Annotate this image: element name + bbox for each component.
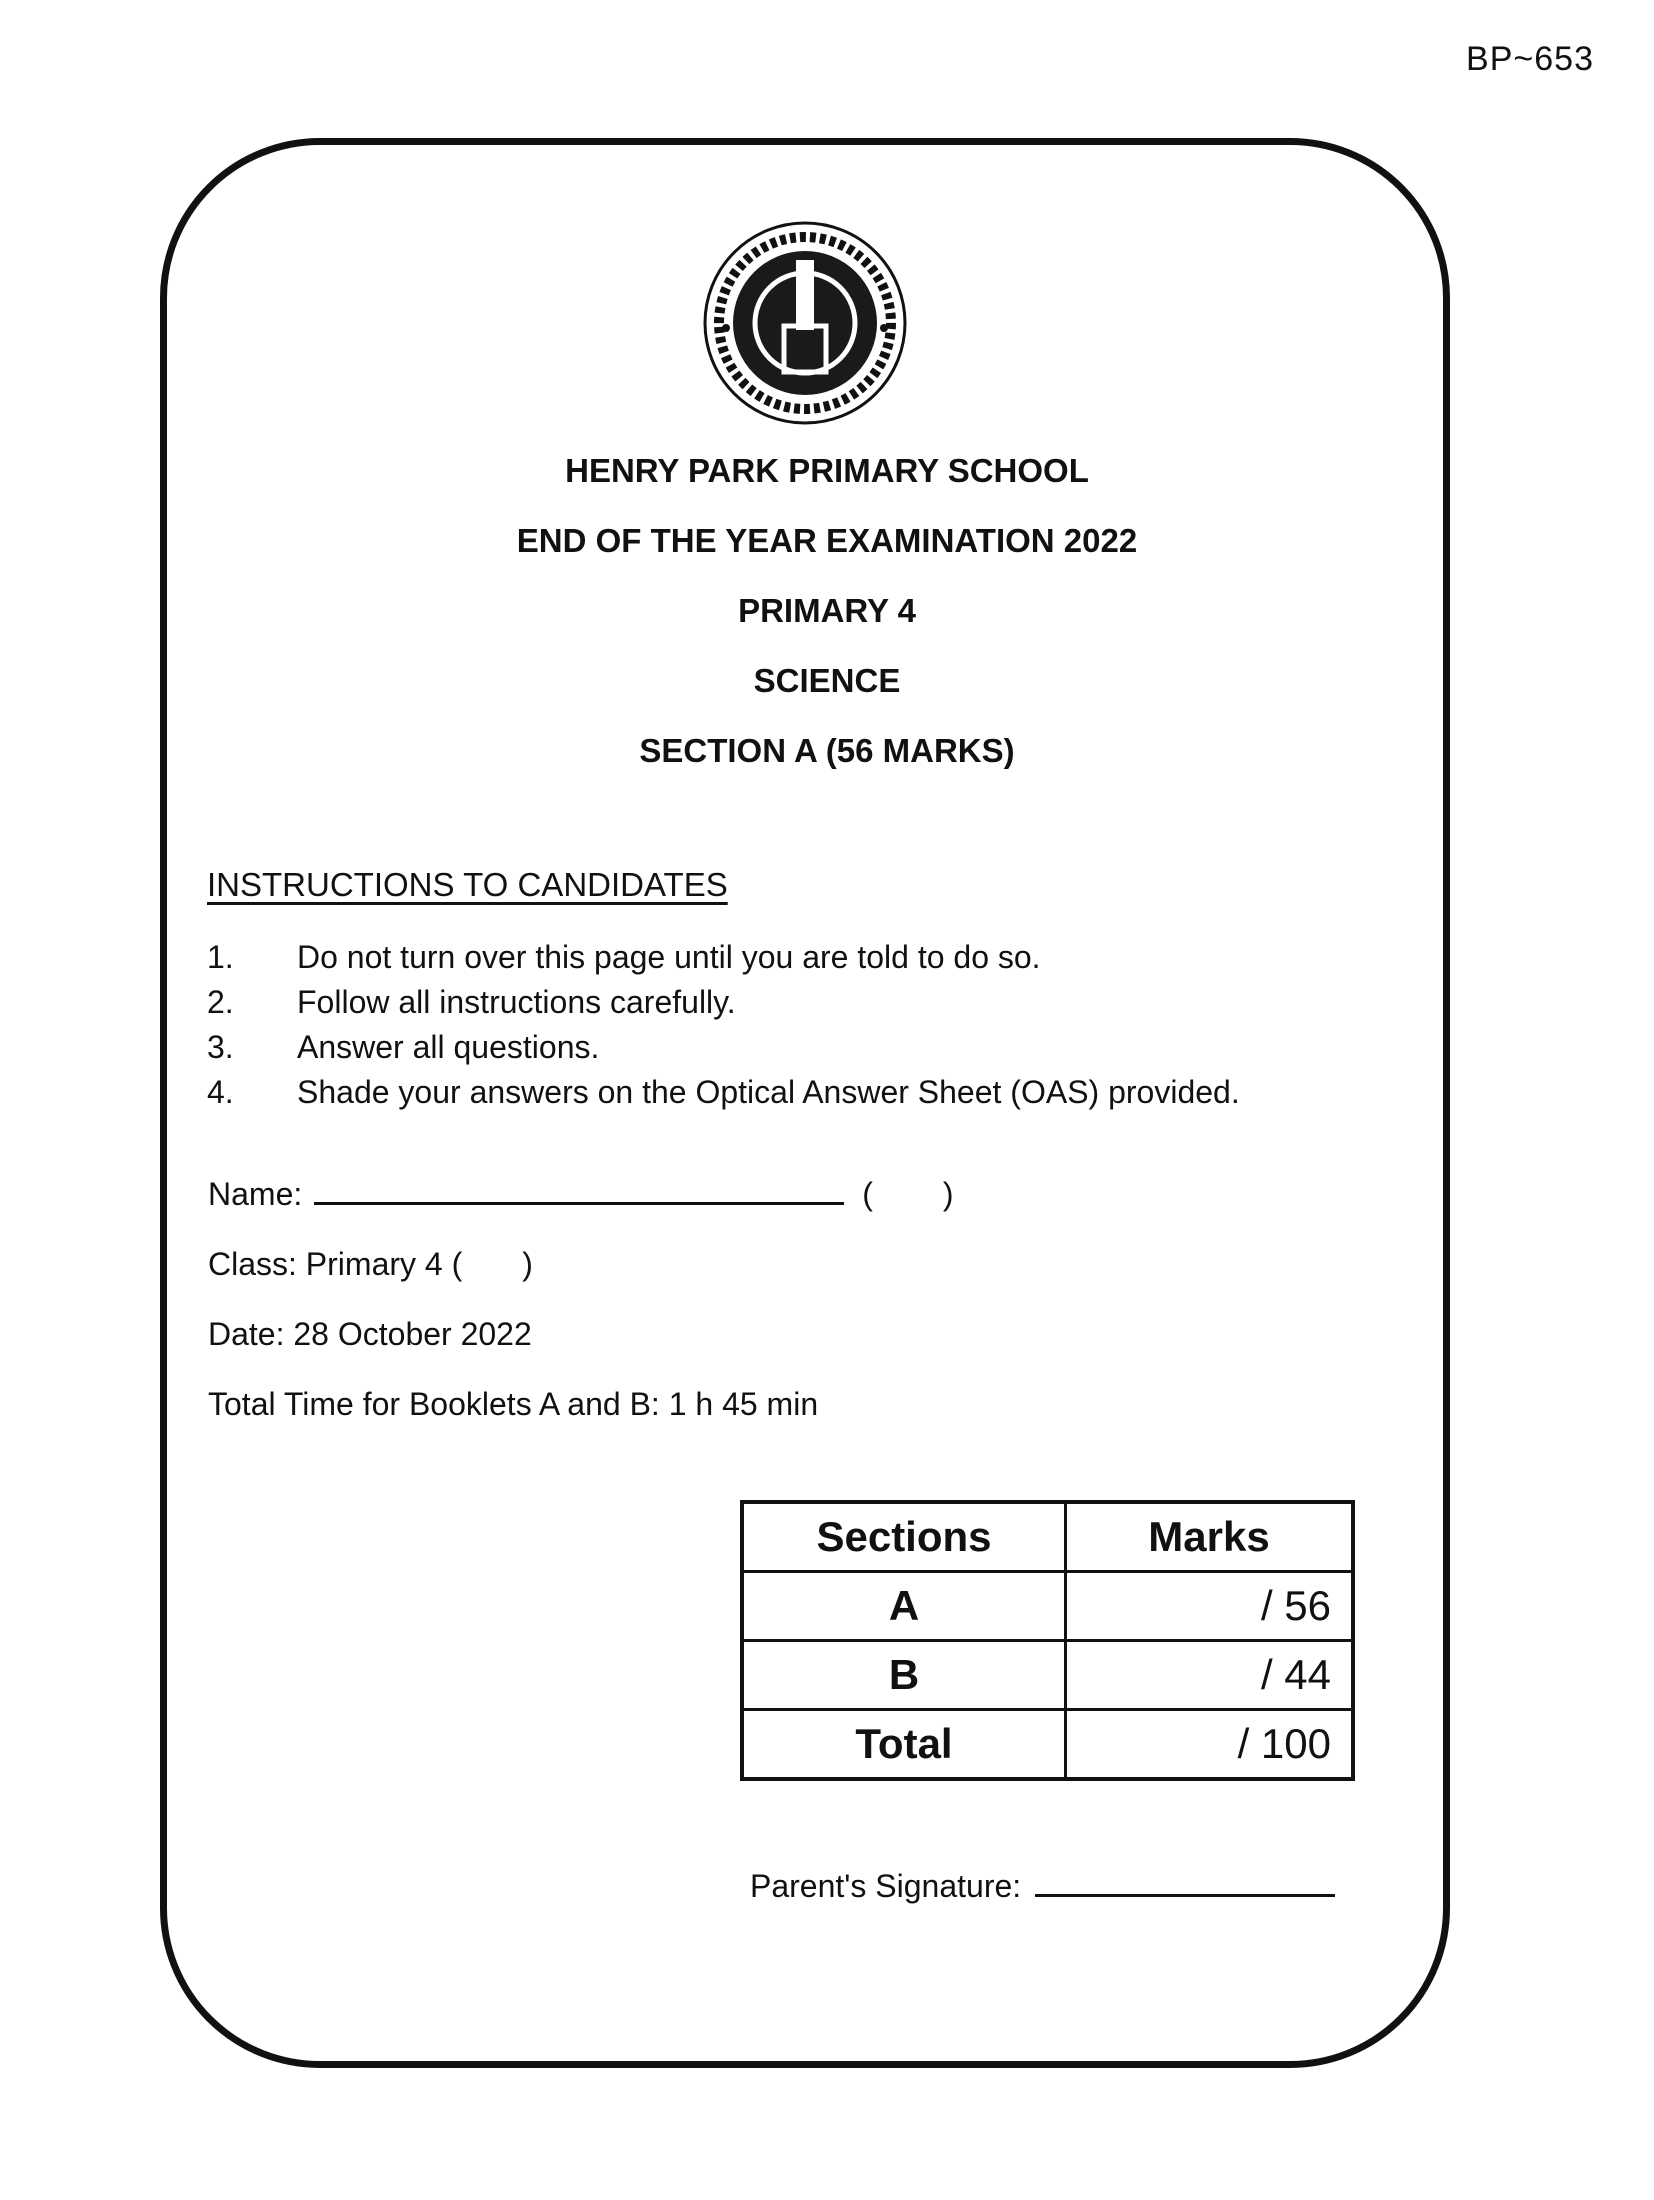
- column-header-sections: Sections: [742, 1502, 1066, 1572]
- instruction-item: [207, 935, 1240, 980]
- total-time-field: Total Time for Booklets A and B: 1 h 45 min: [208, 1386, 819, 1422]
- marks-cell: / 44: [1066, 1641, 1354, 1710]
- school-name: HENRY PARK PRIMARY SCHOOL: [565, 452, 1089, 489]
- name-input-line[interactable]: [314, 1201, 844, 1205]
- instruction-item: [207, 1070, 1240, 1115]
- parent-signature: [750, 1868, 1335, 1905]
- signature-label: Parent's Signature:: [750, 1868, 1022, 1904]
- instruction-text: Shade your answers on the Optical Answer Sheet (OAS) provided.: [297, 1074, 1240, 1110]
- name-field: Name: ( ): [208, 1176, 954, 1212]
- exam-title: END OF THE YEAR EXAMINATION 2022: [516, 522, 1138, 559]
- instructions-list: [207, 935, 1240, 1115]
- class-field: Class: Primary 4 ( ): [208, 1246, 533, 1282]
- signature-line[interactable]: [1035, 1893, 1335, 1897]
- column-header-marks: Marks: [1066, 1502, 1354, 1572]
- instruction-number: 2.: [207, 984, 234, 1020]
- marks-cell: / 100: [1066, 1710, 1354, 1780]
- instruction-text: Do not turn over this page until you are told to do so.: [297, 939, 1041, 975]
- section-cell: Total: [742, 1710, 1066, 1780]
- school-crest-icon: [700, 218, 910, 428]
- instruction-number: 4.: [207, 1074, 234, 1110]
- instruction-number: 3.: [207, 1029, 234, 1065]
- instruction-text: Follow all instructions carefully.: [297, 984, 736, 1020]
- marks-table: [740, 1500, 1355, 1781]
- page-code: BP~653: [1466, 40, 1594, 78]
- instructions-title: INSTRUCTIONS TO CANDIDATES: [207, 866, 728, 903]
- section-title: SECTION A (56 MARKS): [639, 732, 1015, 769]
- subject: SCIENCE: [753, 662, 901, 699]
- level: PRIMARY 4: [738, 592, 916, 629]
- date-field: Date: 28 October 2022: [208, 1316, 532, 1352]
- table-header-row: [742, 1502, 1353, 1572]
- table-row: [742, 1641, 1353, 1710]
- instruction-item: [207, 980, 1240, 1025]
- section-cell: A: [742, 1572, 1066, 1641]
- instruction-item: [207, 1025, 1240, 1070]
- table-row: [742, 1572, 1353, 1641]
- section-cell: B: [742, 1641, 1066, 1710]
- table-row: [742, 1710, 1353, 1780]
- class-label: Class: Primary 4 (: [208, 1246, 463, 1282]
- instruction-text: Answer all questions.: [297, 1029, 600, 1065]
- instruction-number: 1.: [207, 939, 234, 975]
- marks-cell: / 56: [1066, 1572, 1354, 1641]
- name-label: Name:: [208, 1176, 303, 1212]
